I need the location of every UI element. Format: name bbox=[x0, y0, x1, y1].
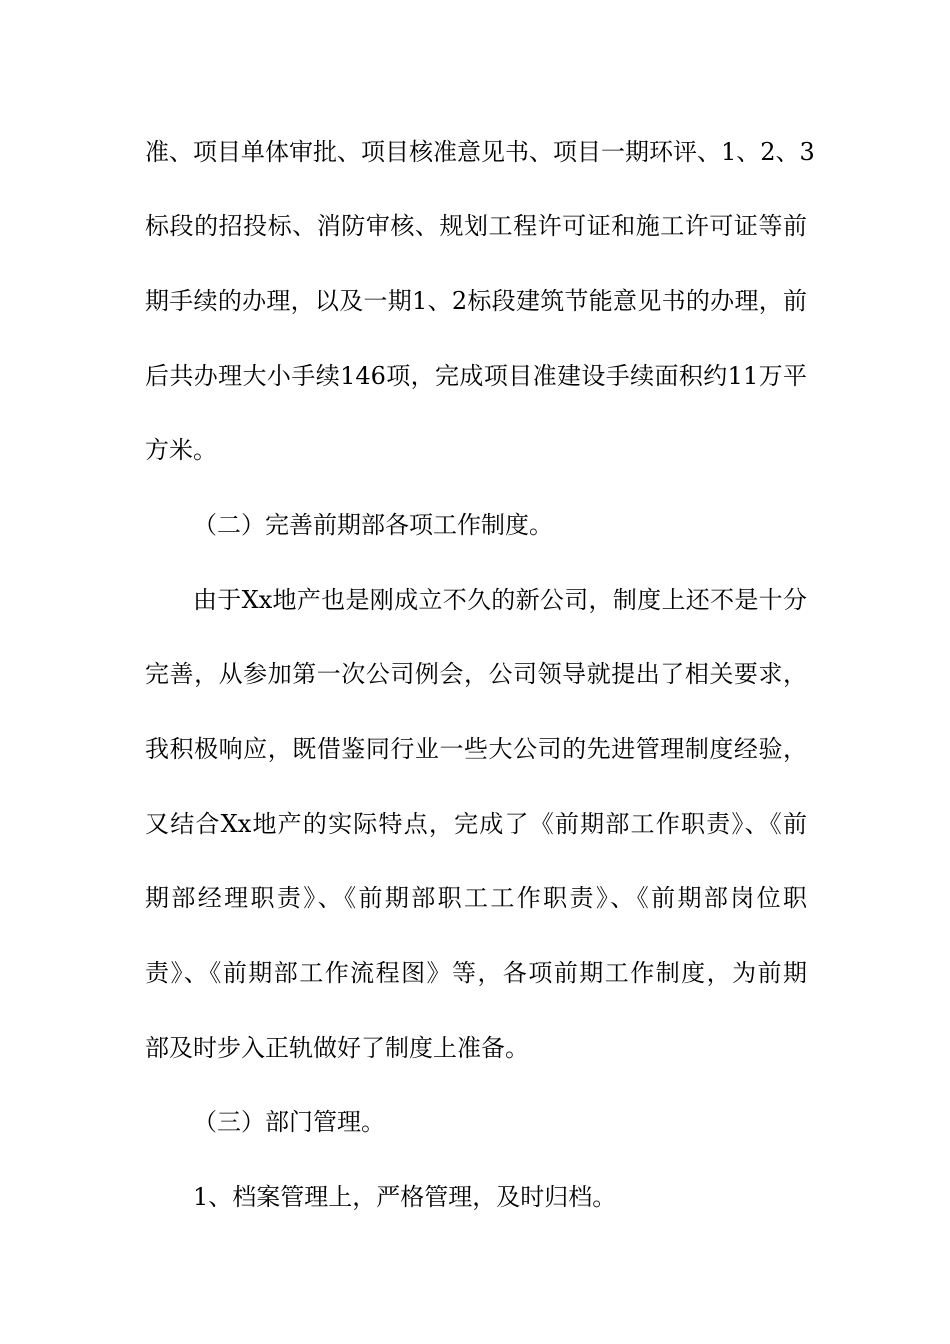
paragraph-line: 后共办理大小手续146项，完成项目准建设手续面积约11万平 bbox=[145, 362, 807, 390]
paragraph-line: 期手续的办理，以及一期1、2标段建筑节能意见书的办理，前 bbox=[145, 287, 807, 315]
paragraph-line: 方米。 bbox=[145, 436, 217, 464]
paragraph-line: 部及时步入正轨做好了制度上准备。 bbox=[145, 1034, 529, 1062]
paragraph-line: 由于Xx地产也是刚成立不久的新公司，制度上还不是十分 bbox=[193, 586, 807, 614]
paragraph-line: 准、项目单体审批、项目核准意见书、项目一期环评、1、2、3 bbox=[145, 138, 815, 166]
list-item: 1、档案管理上，严格管理，及时归档。 bbox=[193, 1183, 617, 1211]
paragraph-line: 标段的招投标、消防审核、规划工程许可证和施工许可证等前 bbox=[145, 212, 807, 240]
paragraph-line: 我积极响应，既借鉴同行业一些大公司的先进管理制度经验， bbox=[145, 735, 807, 763]
paragraph-line: 期部经理职责》、《前期部职工工作职责》、《前期部岗位职 bbox=[145, 884, 807, 912]
section-heading: （三）部门管理。 bbox=[193, 1108, 385, 1136]
paragraph-line: 完善，从参加第一次公司例会，公司领导就提出了相关要求， bbox=[145, 660, 807, 688]
paragraph-line: 责》、《前期部工作流程图》等，各项前期工作制度，为前期 bbox=[145, 959, 807, 987]
section-heading: （二）完善前期部各项工作制度。 bbox=[193, 511, 553, 539]
paragraph-line: 又结合Xx地产的实际特点，完成了《前期部工作职责》、《前 bbox=[145, 810, 807, 838]
